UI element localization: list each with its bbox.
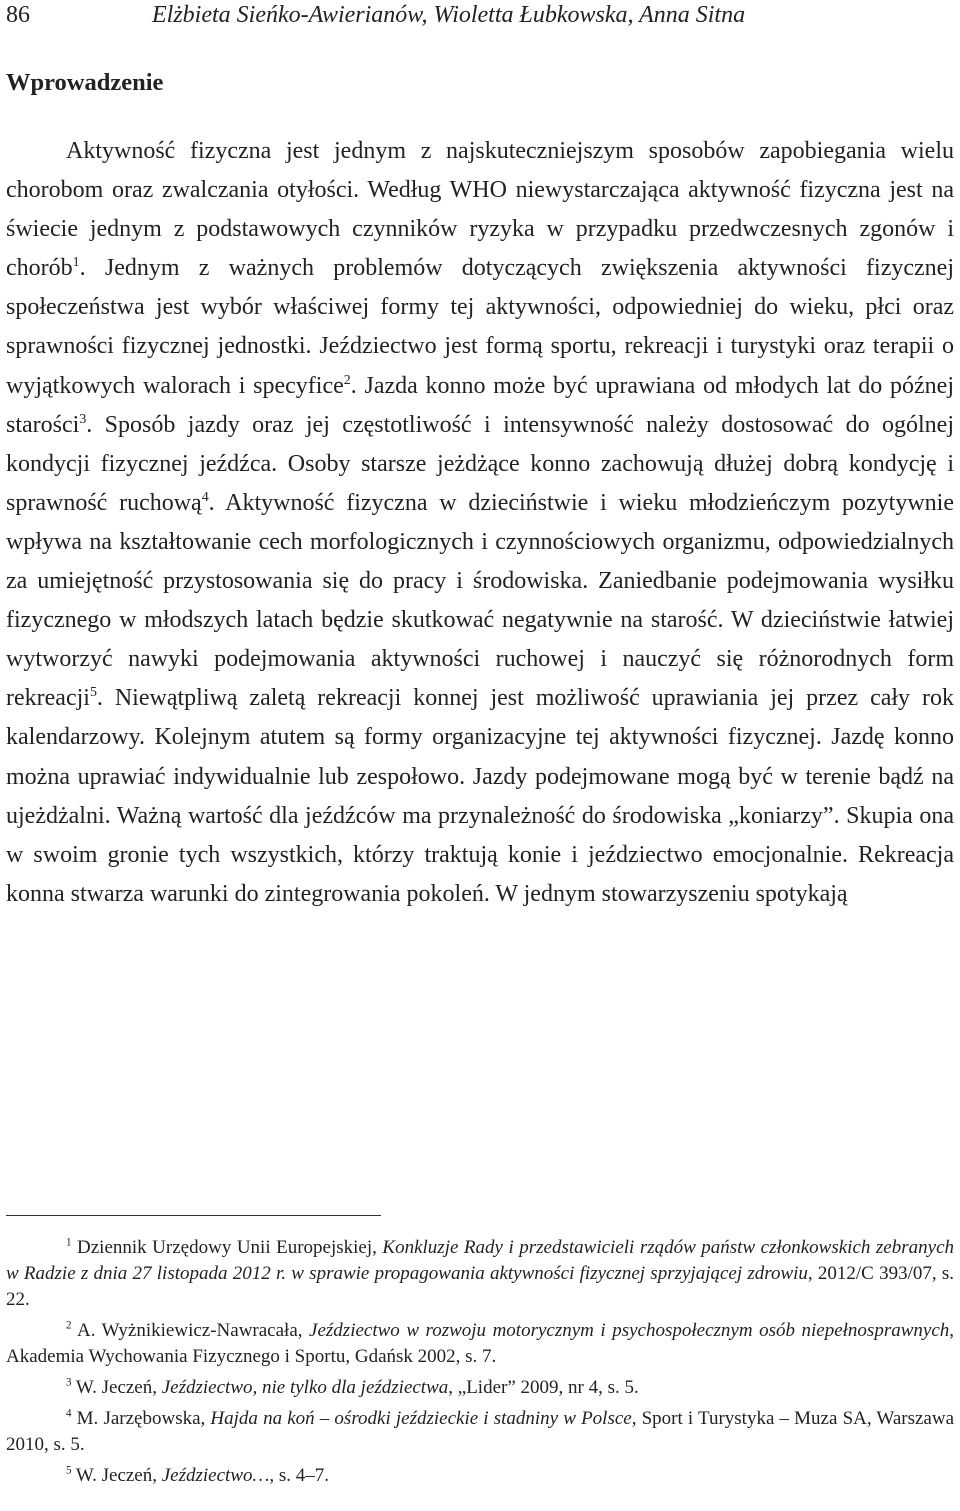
page-number: 86 — [6, 2, 30, 28]
footnote-text: M. Jarzębowska, — [71, 1408, 211, 1429]
footnote-text: , Akademia Wychowania Fizycznego i Sportu, Gdańsk 2002, s. 7. — [6, 1320, 954, 1367]
footnote-text: W. Jeczeń, — [71, 1377, 162, 1398]
footnote-title: Jeździectwo… — [161, 1465, 270, 1486]
footnote-number: 3 — [66, 1376, 72, 1389]
footnote-divider — [6, 1215, 381, 1216]
footnote-number: 4 — [66, 1407, 72, 1420]
footnote-title: Hajda na koń – ośrodki jeździeckie i stadniny w Polsce — [210, 1408, 632, 1429]
body-text: . Jednym z ważnych problemów dotyczących zwiększenia aktywności fizycznej społeczeństwa jest wybór właściwej formy tej aktywności, odpowiedniej do wieku, płci oraz sprawności fizycznej jednostki. Jeździectwo jest formą sportu, rekreacji i turystyki oraz terapii o wyjątkowych walorach i specyfice — [6, 255, 954, 399]
footnote-title: Jeździectwo w rozwoju motorycznym i psychospołecznym osób niepełnosprawnych — [309, 1320, 950, 1341]
footnote — [6, 1375, 954, 1401]
footnote-number: 5 — [66, 1464, 72, 1477]
footnote-ref[interactable]: 3 — [79, 411, 87, 427]
footnote-text: , Sport i Turystyka – Muza SA, Warszawa 2010, s. 5. — [6, 1408, 954, 1455]
footnote-ref[interactable]: 2 — [343, 372, 351, 388]
body-text: . Jazda konno może być uprawiana od młodych lat do późnej starości — [6, 372, 955, 438]
section-title: Wprowadzenie — [6, 69, 164, 96]
footnote-text: , s. 4–7. — [269, 1465, 330, 1486]
body-text: . Aktywność fizyczna w dzieciństwie i wieku młodzieńczym pozytywnie wpływa na kształtowanie cech morfologicznych i czynnościowych organizmu, odpowiedzialnych za umiejętność przystosowania się do pracy i środowiska. Zaniedbanie podejmowania wysiłku fizycznego w młodszych latach będzie skutkować negatywnie na starość. W dzieciństwie łatwiej wytworzyć nawyki podejmowania aktywności ruchowej i nauczyć się różnorodnych form rekreacji — [6, 489, 954, 712]
footnote-ref[interactable]: 4 — [201, 489, 209, 505]
body-text: . Niewątpliwą zaletą rekreacji konnej jest możliwość uprawiania jej przez cały rok kalendarzowy. Kolejnym atutem są formy organizacyjne tej aktywności fizycznej. Jazdę konno można uprawiać indywidualnie lub zespołowo. Jazdy podejmowane mogą być w terenie bądź na ujeżdżalni. Ważną wartość dla jeźdźców ma przynależność do środowiska „koniarzy”. Skupia ona w swoim gronie tych wszystkich, którzy traktują konie i jeździectwo emocjonalnie. Rekreacja konna stwarza warunki do zintegrowania pokoleń. W jednym stowarzyszeniu spotykają — [6, 685, 954, 907]
footnote-number: 2 — [66, 1319, 72, 1332]
footnote-text: A. Wyżnikiewicz-Nawracała, — [71, 1320, 310, 1341]
running-header-authors: Elżbieta Sieńko-Awierianów, Wioletta Łubkowska, Anna Sitna — [152, 2, 746, 28]
footnote — [6, 1406, 954, 1458]
footnote — [6, 1463, 954, 1489]
footnotes — [6, 1235, 954, 1494]
footnote-title: Jeździectwo, nie tylko dla jeździectwa — [161, 1377, 449, 1398]
footnote-text: , „Lider” 2009, nr 4, s. 5. — [448, 1377, 639, 1398]
body-text: Aktywność fizyczna jest jednym z najskuteczniejszym sposobów zapobiegania wielu chorobom oraz zwalczania otyłości. Według WHO niewystarczająca aktywność fizyczna jest na świecie jednym z podstawowych czynników ryzyka w przypadku przedwczesnych zgonów i chorób — [6, 138, 954, 282]
footnote-title: Konkluzje Rady i przedstawicieli rządów państw członkowskich zebranych w Radzie z dnia 27 listopada 2012 r. w sprawie propagowania aktywności fizycznej sprzyjającej zdrowiu — [6, 1237, 954, 1284]
body-text: . Sposób jazdy oraz jej częstotliwość i intensywność należy dostosować do ogólnej kondycji fizycznej jeźdźca. Osoby starsze jeżdżące konno zachowują dłużej dobrą kondycję i sprawność ruchową — [6, 411, 954, 516]
body-paragraph — [6, 132, 954, 914]
footnote-text: W. Jeczeń, — [71, 1465, 162, 1486]
footnote-text: , 2012/C 393/07, s. 22. — [6, 1263, 955, 1310]
footnote-number: 1 — [66, 1236, 72, 1249]
footnote-ref[interactable]: 1 — [72, 255, 80, 271]
footnote-text: Dziennik Urzędowy Unii Europejskiej, — [71, 1237, 383, 1258]
footnote-ref[interactable]: 5 — [89, 685, 97, 701]
running-header — [6, 0, 954, 32]
footnote — [6, 1235, 954, 1313]
footnote — [6, 1318, 954, 1370]
